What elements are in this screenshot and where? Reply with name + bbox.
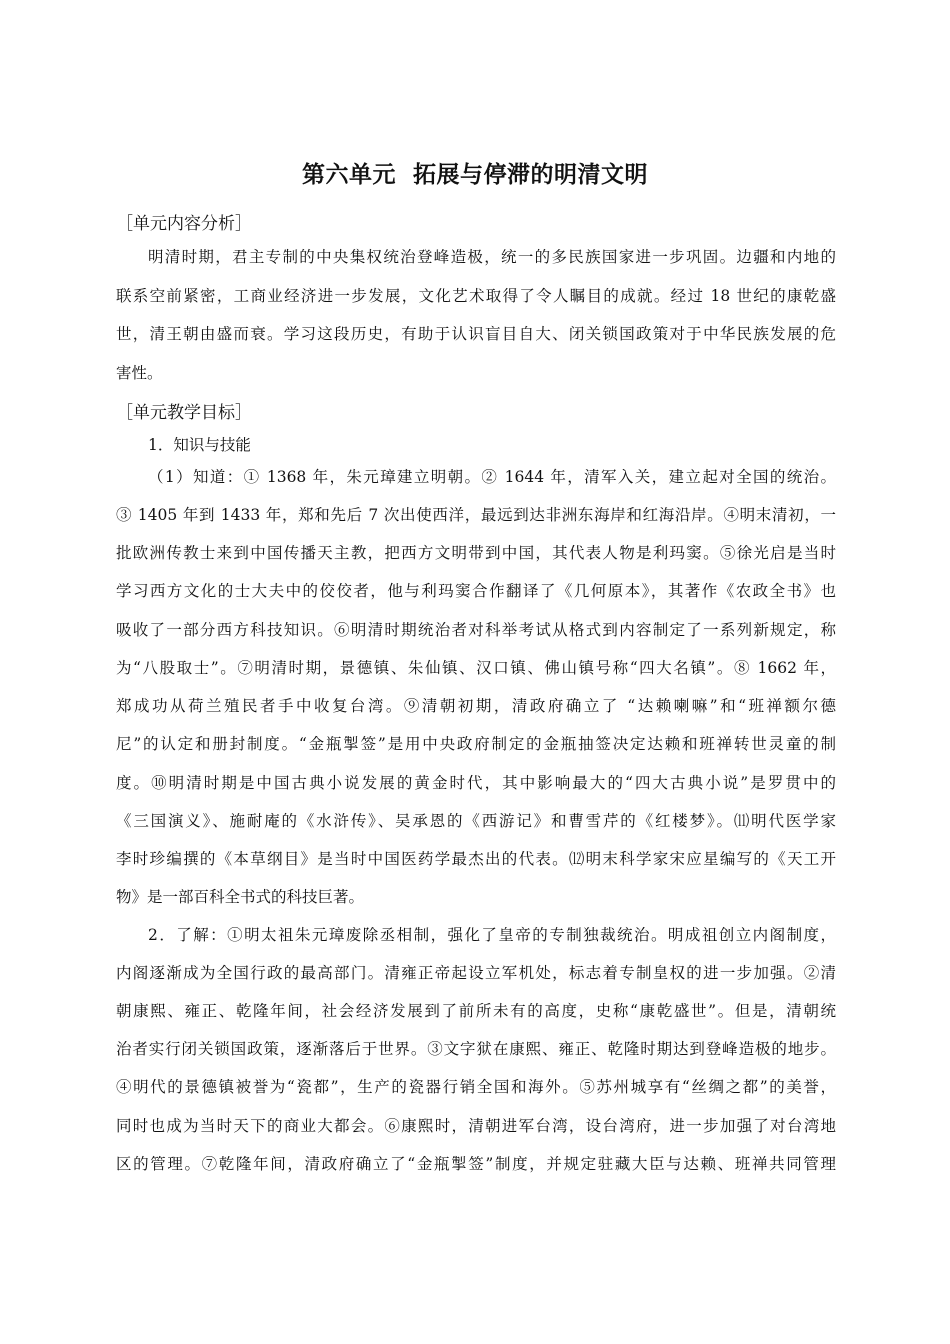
section-heading-content-analysis: ［单元内容分析］ (116, 214, 252, 234)
paragraph-line: 郑成功从荷兰殖民者手中收复台湾。⑨清朝初期，清政府确立了 “达赖喇嘛”和“班禅额尔德 (116, 697, 836, 715)
paragraph-line: ④明代的景德镇被誉为“瓷都”，生产的瓷器行销全国和海外。⑤苏州城享有“丝绸之都”的美誉， (116, 1078, 836, 1096)
subheading-knowledge-skills: 1．知识与技能 (148, 436, 251, 454)
paragraph-line: ③ 1405 年到 1433 年，郑和先后 7 次出使西洋，最远到达非洲东海岸和红海沿岸。④明末清初，一 (116, 506, 836, 524)
page-title: 第六单元 拓展与停滞的明清文明 (301, 162, 648, 188)
paragraph-line: 治者实行闭关锁国政策，逐渐落后于世界。③文字狱在康熙、雍正、乾隆时期达到登峰造极的地步。 (116, 1040, 836, 1058)
paragraph-line: 度。⑩明清时期是中国古典小说发展的黄金时代，其中影响最大的“四大古典小说”是罗贯中的 (116, 774, 836, 792)
paragraph-line: 明清时期，君主专制的中央集权统治登峰造极，统一的多民族国家进一步巩固。边疆和内地的 (148, 248, 836, 266)
section-heading-teaching-goals: ［单元教学目标］ (116, 403, 252, 423)
paragraph-line: 2．了解：①明太祖朱元璋废除丞相制，强化了皇帝的专制独裁统治。明成祖创立内阁制度， (148, 926, 836, 944)
paragraph-line: 为“八股取士”。⑦明清时期，景德镇、朱仙镇、汉口镇、佛山镇号称“四大名镇”。⑧ 1662 年， (116, 659, 836, 677)
paragraph-line: 《三国演义》、施耐庵的《水浒传》、吴承恩的《西游记》和曹雪芹的《红楼梦》。⑾明代医学家 (116, 812, 836, 830)
paragraph-line: 尼”的认定和册封制度。“金瓶掣签”是用中央政府制定的金瓶抽签决定达赖和班禅转世灵童的制 (116, 735, 836, 753)
paragraph-line: 批欧洲传教士来到中国传播天主教，把西方文明带到中国，其代表人物是利玛窦。⑤徐光启是当时 (116, 544, 836, 562)
paragraph-line: 内阁逐渐成为全国行政的最高部门。清雍正帝起设立军机处，标志着专制皇权的进一步加强。②清 (116, 964, 836, 982)
paragraph-line: 学习西方文化的士大夫中的佼佼者，他与利玛窦合作翻译了《几何原本》，其著作《农政全书》也 (116, 582, 836, 600)
paragraph-line: （1）知道：① 1368 年，朱元璋建立明朝。② 1644 年，清军入关，建立起对全国的统治。 (148, 468, 836, 486)
paragraph-line: 朝康熙、雍正、乾隆年间，社会经济发展到了前所未有的高度，史称“康乾盛世”。但是，清朝统 (116, 1002, 836, 1020)
paragraph-line: 吸收了一部分西方科技知识。⑥明清时期统治者对科举考试从格式到内容制定了一系列新规定，称 (116, 621, 836, 639)
paragraph-line: 物》是一部百科全书式的科技巨著。 (116, 888, 365, 906)
paragraph-line: 世，清王朝由盛而衰。学习这段历史，有助于认识盲目自大、闭关锁国政策对于中华民族发展的危 (116, 325, 836, 343)
paragraph-line: 同时也成为当时天下的商业大都会。⑥康熙时，清朝进军台湾，设台湾府，进一步加强了对台湾地 (116, 1117, 836, 1135)
paragraph-line: 害性。 (116, 364, 163, 382)
paragraph-line: 区的管理。⑦乾隆年间，清政府确立了“金瓶掣签”制度，并规定驻藏大臣与达赖、班禅共同管理 (116, 1155, 836, 1173)
paragraph-line: 李时珍编撰的《本草纲目》是当时中国医药学最杰出的代表。⑿明末科学家宋应星编写的《天工开 (116, 850, 836, 868)
paragraph-line: 联系空前紧密，工商业经济进一步发展，文化艺术取得了令人瞩目的成就。经过 18 世纪的康乾盛 (116, 287, 836, 305)
